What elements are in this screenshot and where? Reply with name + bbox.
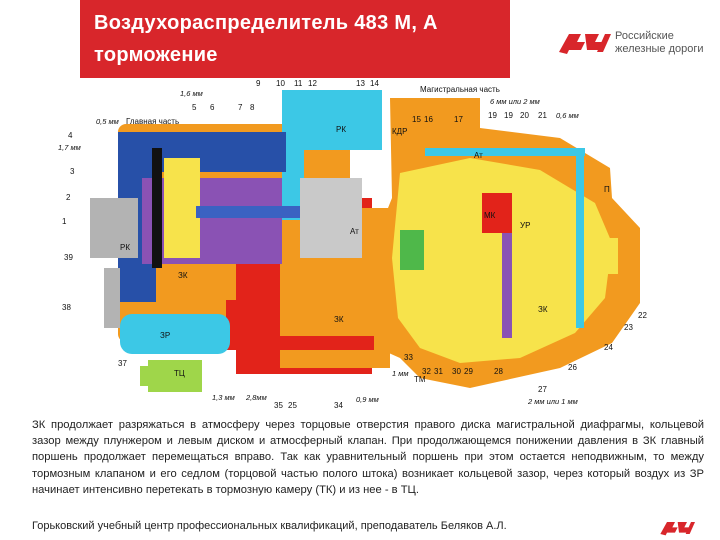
num-1: 1 xyxy=(62,217,67,226)
slide-title-line1: Воздухораспределитель 483 М, А xyxy=(94,12,438,34)
size-1mm: 1 мм xyxy=(392,369,409,378)
label-mk: МК xyxy=(484,211,496,220)
cyan-right-channel xyxy=(425,148,585,156)
num-8: 8 xyxy=(250,103,255,112)
num-19a: 19 xyxy=(488,111,497,120)
num-37: 37 xyxy=(118,359,127,368)
rzd-logo-mark-icon xyxy=(555,28,613,58)
grey-housing xyxy=(90,198,138,258)
num-32: 32 xyxy=(422,367,431,376)
num-6: 6 xyxy=(210,103,215,112)
logo-text-line1: Российские xyxy=(615,30,674,42)
num-3: 3 xyxy=(70,167,75,176)
label-zk3: ЗК xyxy=(538,305,548,314)
rzd-footer-logo-icon xyxy=(648,518,706,538)
size-28mm: 2,8мм xyxy=(246,393,267,402)
size-09mm: 0,9 мм xyxy=(356,395,379,404)
label-ur: УР xyxy=(520,221,531,230)
footer xyxy=(0,514,720,540)
num-31: 31 xyxy=(434,367,443,376)
num-38: 38 xyxy=(62,303,71,312)
num-20: 20 xyxy=(520,111,529,120)
num-33: 33 xyxy=(404,353,413,362)
size-16mm: 1,6 мм xyxy=(180,89,203,98)
red-channel-bottom xyxy=(226,336,374,350)
p-plug xyxy=(596,238,618,274)
num-25: 25 xyxy=(288,401,297,410)
label-tm: ТМ xyxy=(414,375,426,384)
label-magistralnaya: Магистральная часть xyxy=(420,85,500,94)
logo-caption xyxy=(615,30,704,56)
num-12: 12 xyxy=(308,79,317,88)
num-29: 29 xyxy=(464,367,473,376)
num-13: 13 xyxy=(356,79,365,88)
label-tc: ТЦ xyxy=(174,369,185,378)
num-17: 17 xyxy=(454,115,463,124)
label-zk1: ЗК xyxy=(178,271,188,280)
size-05mm: 0,5 мм xyxy=(96,117,119,126)
num-19b: 19 xyxy=(504,111,513,120)
label-p: П xyxy=(604,185,610,194)
label-rk-left: РК xyxy=(120,243,130,252)
label-zr: ЗР xyxy=(160,331,171,340)
num-26: 26 xyxy=(568,363,577,372)
description-paragraph: ЗК продолжает разряжаться в атмосферу через торцовые отверстия правого диска магистральной диафрагмы, кольцевой зазор между плунжером и левым диском и атмосферный клапан. При продолжающемся понижении давления в ЗК главный поршень продолжает перемещаться вправо. Так как уравнительный поршень при этом остается неподвижным, то между тормозным клапаном и его седлом (торцовой частью полого штока) возникает кольцевой зазор, через который воздух из ЗР начинает интенсивно перетекать в тормозную камеру (ТК) и из нее - в ТЦ. xyxy=(32,419,704,496)
size-2mmor1: 2 мм или 1 мм xyxy=(528,397,578,406)
tc-rod xyxy=(140,366,150,386)
num-30: 30 xyxy=(452,367,461,376)
num-4: 4 xyxy=(68,131,73,140)
header xyxy=(0,0,720,78)
num-10: 10 xyxy=(276,79,285,88)
label-glavnaya: Главная часть xyxy=(126,117,180,126)
label-at2: Ат xyxy=(350,227,359,236)
size-6or2mm: 6 мм или 2 мм xyxy=(490,97,540,106)
title-box xyxy=(80,0,510,78)
grey-block xyxy=(300,178,362,258)
num-34: 34 xyxy=(334,401,343,410)
yellow-piston xyxy=(164,158,200,258)
pipe-38 xyxy=(104,268,120,328)
distributor-schematic xyxy=(0,78,720,414)
blue-body-top xyxy=(118,132,286,172)
main-stem xyxy=(196,206,316,218)
num-16: 16 xyxy=(424,115,433,124)
label-kdr: КДР xyxy=(392,127,408,136)
footer-credit: Горьковский учебный центр профессиональных квалификаций, преподаватель Беляков А.Л. xyxy=(32,520,507,532)
num-2: 2 xyxy=(66,193,71,202)
size-13mm: 1,3 мм xyxy=(212,393,235,402)
logo-text-line2: железные дороги xyxy=(615,43,704,55)
size-06mm: 0,6 мм xyxy=(556,111,579,120)
num-35: 35 xyxy=(274,401,283,410)
num-39: 39 xyxy=(64,253,73,262)
label-at1: Ат xyxy=(474,151,483,160)
air-distributor-diagram xyxy=(0,78,720,414)
num-21: 21 xyxy=(538,111,547,120)
num-24: 24 xyxy=(604,343,613,352)
num-27: 27 xyxy=(538,385,547,394)
num-5: 5 xyxy=(192,103,197,112)
green-valve xyxy=(400,230,424,270)
num-7: 7 xyxy=(238,103,243,112)
num-23: 23 xyxy=(624,323,633,332)
zr-reservoir xyxy=(120,314,230,354)
num-14: 14 xyxy=(370,79,379,88)
num-9: 9 xyxy=(256,79,261,88)
size-17mm: 1,7 мм xyxy=(58,143,81,152)
black-diaphragm xyxy=(152,148,162,268)
slide-title-line2: торможение xyxy=(94,44,218,66)
num-11: 11 xyxy=(294,79,303,88)
num-15: 15 xyxy=(412,115,421,124)
cyan-right-vertical xyxy=(576,148,584,328)
rzd-logo xyxy=(555,28,715,64)
num-28: 28 xyxy=(494,367,503,376)
purple-body xyxy=(142,178,282,264)
magistral-diaphragm xyxy=(502,228,512,338)
label-rk-top: РК xyxy=(336,125,346,134)
label-zk2: ЗК xyxy=(334,315,344,324)
num-22: 22 xyxy=(638,311,647,320)
